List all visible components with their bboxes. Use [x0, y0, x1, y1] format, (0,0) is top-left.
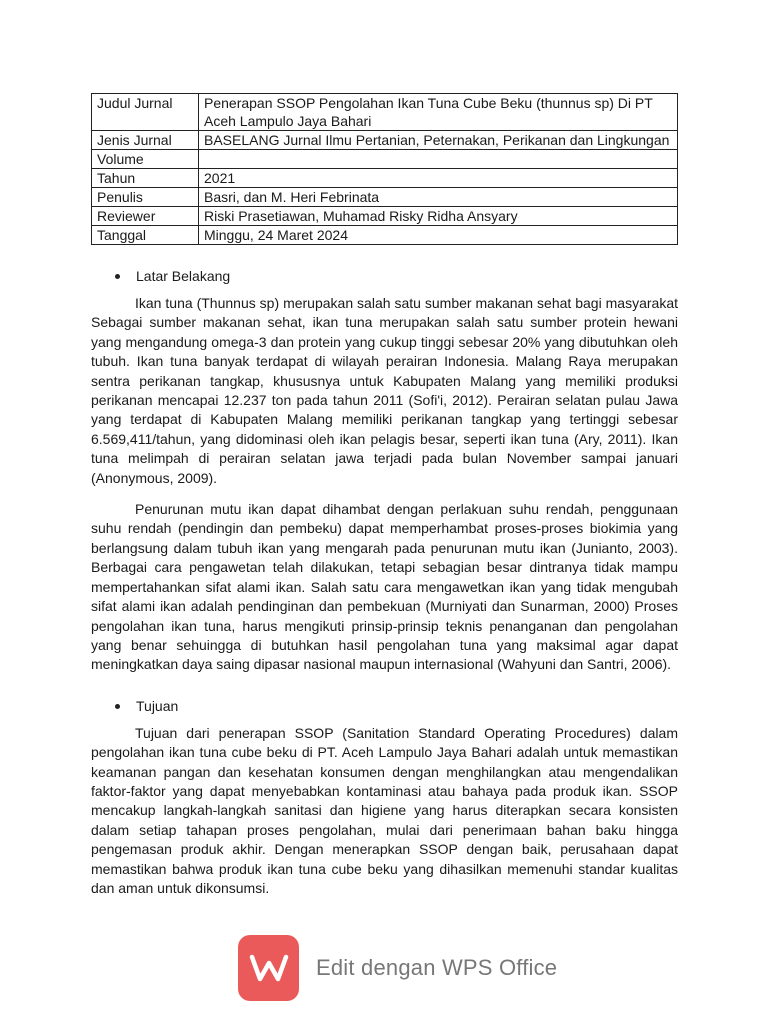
table-row	[92, 226, 678, 245]
paragraph: Penurunan mutu ikan dapat dihambat dengan perlakuan suhu rendah, penggunaan suhu rendah (pendingin dan pembeku) dapat memperhambat proses-proses biokimia yang berlangsung dalam tubuh ikan yang mengarah pada penurunan mutu ikan (Junianto, 2003). Berbagai cara pengawetan telah dilakukan, tetapi sebagian besar dintranya tidak mampu mempertahankan sifat alami ikan. Salah satu cara mengawetkan ikan yang tidak mengubah sifat alami ikan adalah pendinginan dan pembekuan (Murniyati dan Sunarman, 2000) Proses pengolahan ikan tuna, harus mengikuti prinsip-prinsip teknis penanganan dan pengolahan yang benar sehuingga di butuhkan hasil pengolahan tuna yang maksimal agar dapat meningkatkan daya saing dipasar nasional maupun internasional (Wahyuni dan Santri, 2006).	[91, 501, 678, 673]
paragraph: Ikan tuna (Thunnus sp) merupakan salah satu sumber makanan sehat bagi masyarakat Sebagai sumber makanan sehat, ikan tuna merupakan salah satu sumber protein hewani yang mengandung omega-3 dan protein yang cukup tinggi sebesar 20% yang dibutuhkan oleh tubuh. Ikan tuna banyak terdapat di wilayah perairan Indonesia. Malang Raya merupakan sentra perikanan tangkap, khususnya untuk Kabupaten Malang yang memiliki produksi perikanan mencapai 12.237 ton pada tahun 2011 (Sofi'i, 2012). Perairan selatan pulau Jawa yang terdapat di Kabupaten Malang memiliki perikanan tangkap yang tertinggi sebesar 6.569,411/tahun, yang didominasi oleh ikan pelagis besar, seperti ikan tuna (Ary, 2011). Ikan tuna melimpah di perairan selatan jawa terjadi pada bulan November sampai januari (Anonymous, 2009).	[91, 295, 678, 486]
wps-edit-badge[interactable]	[238, 935, 557, 1001]
paragraph: Tujuan dari penerapan SSOP (Sanitation Standard Operating Procedures) dalam pengolahan ikan tuna cube beku di PT. Aceh Lampulo Jaya Bahari adalah untuk memastikan keamanan pangan dan kesehatan konsumen dengan menghilangkan atau mengendalikan faktor-faktor yang dapat menyebabkan kontaminasi atau bahaya pada produk ikan. SSOP mencakup langkah-langkah sanitasi dan higiene yang harus diterapkan secara konsisten dalam setiap tahapan proses pengolahan, mulai dari penerimaan bahan baku hingga pengemasan produk akhir. Dengan menerapkan SSOP dengan baik, perusahaan dapat memastikan bahwa produk ikan tuna cube beku yang dihasilkan memenuhi standar kualitas dan aman untuk dikonsumsi.	[91, 724, 678, 896]
row-value	[199, 150, 678, 169]
table-row	[92, 94, 678, 131]
wps-logo-icon	[238, 935, 299, 1001]
section-heading: Latar Belakang	[91, 267, 678, 286]
section-tujuan	[91, 697, 678, 899]
row-value: Penerapan SSOP Pengolahan Ikan Tuna Cube Beku (thunnus sp) Di PT Aceh Lampulo Jaya Bahari	[199, 94, 678, 131]
table-row	[92, 131, 678, 150]
row-value: 2021	[199, 169, 678, 188]
section-heading: Tujuan	[91, 697, 678, 716]
row-label: Tanggal	[92, 226, 199, 245]
table-row	[92, 188, 678, 207]
row-value: BASELANG Jurnal Ilmu Pertanian, Peternakan, Perikanan dan Lingkungan	[199, 131, 678, 150]
table-row	[92, 169, 678, 188]
table-row	[92, 207, 678, 226]
row-value: Basri, dan M. Heri Febrinata	[199, 188, 678, 207]
journal-info-table	[91, 93, 678, 245]
section-latar-belakang	[91, 267, 678, 675]
wps-edit-label[interactable]: Edit dengan WPS Office	[316, 955, 558, 980]
row-label: Tahun	[92, 169, 199, 188]
document-page	[91, 93, 678, 898]
row-label: Volume	[92, 150, 199, 169]
table-row	[92, 150, 678, 169]
row-label: Judul Jurnal	[92, 94, 199, 131]
row-value: Riski Prasetiawan, Muhamad Risky Ridha Ansyary	[199, 207, 678, 226]
row-label: Jenis Jurnal	[92, 131, 199, 150]
row-label: Reviewer	[92, 207, 199, 226]
row-label: Penulis	[92, 188, 199, 207]
row-value: Minggu, 24 Maret 2024	[199, 226, 678, 245]
